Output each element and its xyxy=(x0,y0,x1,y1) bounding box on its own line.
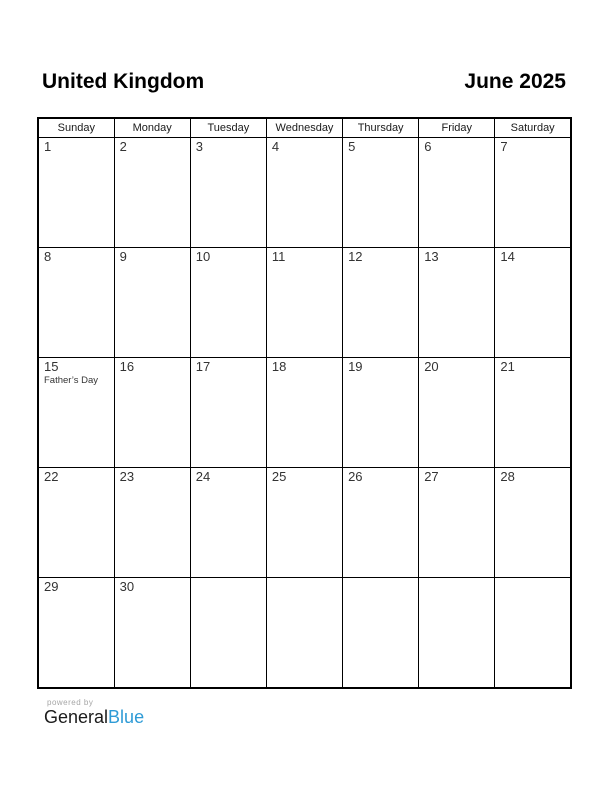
date-number: 22 xyxy=(44,469,59,484)
generalblue-logo xyxy=(44,707,144,728)
calendar-cell xyxy=(38,138,114,248)
date-number: 1 xyxy=(44,139,52,154)
date-number: 17 xyxy=(195,359,211,374)
brand-general-text: General xyxy=(44,707,109,727)
date-number: 19 xyxy=(348,359,363,374)
calendar-cell xyxy=(343,248,419,358)
date-number: 7 xyxy=(500,139,508,154)
calendar-cell xyxy=(190,138,266,248)
calendar-cell xyxy=(495,578,571,689)
calendar-cell xyxy=(266,578,342,689)
week-row xyxy=(38,468,571,578)
date-number: 14 xyxy=(500,249,515,264)
day-header-saturday: Saturday xyxy=(495,118,571,138)
month-year-title: June 2025 xyxy=(464,70,566,93)
calendar-cell xyxy=(266,468,342,578)
calendar-cell xyxy=(419,468,495,578)
calendar-cell xyxy=(114,578,190,689)
week-row xyxy=(38,358,571,468)
calendar-cell xyxy=(190,248,266,358)
powered-by-label: powered by xyxy=(47,698,94,707)
calendar-cell xyxy=(266,358,342,468)
day-header-tuesday: Tuesday xyxy=(190,118,266,138)
week-row xyxy=(38,248,571,358)
day-header-monday: Monday xyxy=(114,118,190,138)
calendar-cell xyxy=(495,138,571,248)
calendar-cell xyxy=(38,358,114,468)
date-number: 28 xyxy=(500,469,515,484)
date-number: 4 xyxy=(271,139,280,154)
calendar-cell xyxy=(419,248,495,358)
calendar-cell xyxy=(114,468,190,578)
day-header-sunday: Sunday xyxy=(38,118,114,138)
date-number: 11 xyxy=(271,249,286,264)
calendar-cell xyxy=(190,358,266,468)
calendar-cell xyxy=(419,138,495,248)
calendar-cell xyxy=(266,138,342,248)
date-number: 13 xyxy=(424,249,439,264)
calendar-cell xyxy=(38,248,114,358)
date-number: 20 xyxy=(424,359,439,374)
calendar-cell xyxy=(266,248,342,358)
date-number: 27 xyxy=(424,469,439,484)
calendar-cell xyxy=(114,138,190,248)
week-row xyxy=(38,138,571,248)
day-header-friday: Friday xyxy=(419,118,495,138)
brand-blue-text: Blue xyxy=(108,707,145,727)
date-number: 23 xyxy=(119,469,135,484)
calendar-cell xyxy=(343,358,419,468)
calendar-cell xyxy=(114,248,190,358)
holiday-label: Father’s Day xyxy=(44,375,99,386)
calendar-table xyxy=(37,117,572,689)
date-number: 5 xyxy=(348,139,356,154)
date-number: 2 xyxy=(119,139,127,154)
country-title: United Kingdom xyxy=(42,70,205,93)
date-number: 26 xyxy=(348,469,363,484)
date-number: 30 xyxy=(119,579,135,594)
calendar-cell xyxy=(495,468,571,578)
date-number: 6 xyxy=(424,139,432,154)
calendar-cell xyxy=(114,358,190,468)
calendar-cell xyxy=(343,468,419,578)
calendar-cell xyxy=(419,578,495,689)
date-number: 10 xyxy=(195,249,211,264)
calendar-cell xyxy=(190,578,266,689)
calendar-cell xyxy=(38,468,114,578)
date-number: 18 xyxy=(271,359,287,374)
date-number: 15 xyxy=(44,359,59,374)
date-number: 16 xyxy=(119,359,135,374)
calendar-cell xyxy=(419,358,495,468)
calendar-cell xyxy=(190,468,266,578)
date-number: 3 xyxy=(195,139,204,154)
week-row xyxy=(38,578,571,689)
calendar-cell xyxy=(495,358,571,468)
calendar-cell xyxy=(495,248,571,358)
calendar-cell xyxy=(343,578,419,689)
calendar-cell xyxy=(38,578,114,689)
date-number: 12 xyxy=(348,249,363,264)
date-number: 29 xyxy=(44,579,59,594)
date-number: 25 xyxy=(271,469,287,484)
day-header-wednesday: Wednesday xyxy=(266,118,342,138)
day-header-thursday: Thursday xyxy=(343,118,419,138)
date-number: 9 xyxy=(119,249,127,264)
date-number: 21 xyxy=(500,359,515,374)
calendar-cell xyxy=(343,138,419,248)
day-header-row xyxy=(38,118,571,138)
date-number: 24 xyxy=(195,469,211,484)
date-number: 8 xyxy=(44,249,52,264)
